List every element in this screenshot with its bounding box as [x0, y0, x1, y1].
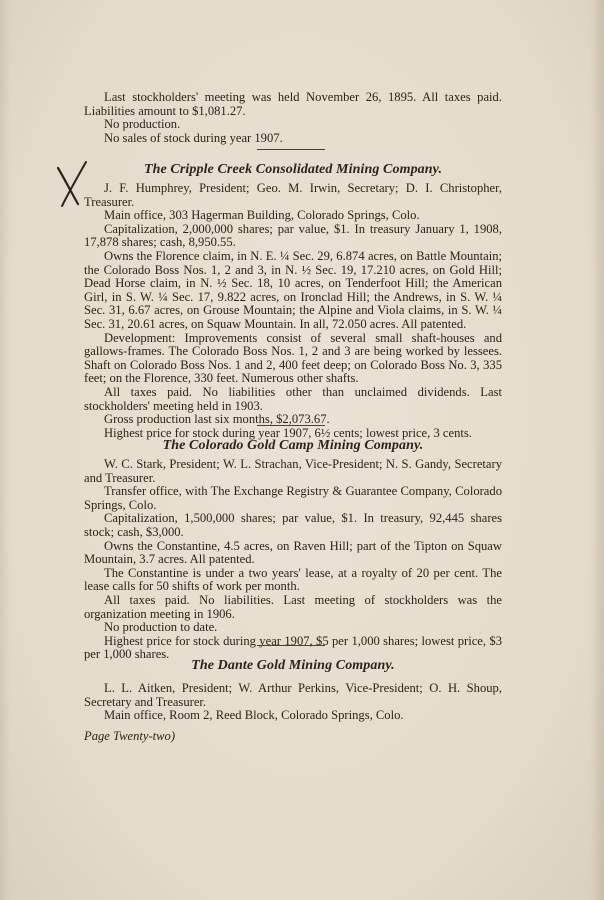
section-body — [84, 682, 502, 723]
paragraph: Owns the Florence claim, in N. E. ¼ Sec. 29, 6.874 acres, on Battle Mountain; the Colorado Boss Nos. 1, 2 and 3, in N. ½ Sec. 19, 17.210 acres, on Gold Hill; Dead Horse claim, in N. ½ Sec. 18, 10 acres, on Tenderfoot Hill; the American Girl, in S. W. ¼ Sec. 17, 9.822 acres, on Ironclad Hill; the Andrews, in S. W. ¼ Sec. 31, 6.67 acres, on Grouse Mountain; the Alpine and Viola claims, in S. W. ¼ Sec. 31, 20.61 acres, on Squaw Mountain. In all, 72.050 acres. All patented. — [84, 248, 502, 331]
paragraph: Transfer office, with The Exchange Registry & Guarantee Company, Colorado Springs, Colo. — [84, 484, 502, 512]
section-divider — [257, 149, 325, 150]
page-edge-shadow — [590, 0, 604, 900]
paragraph: The Constantine is under a two years' lease, at a royalty of 20 per cent. The lease calls for 50 shifts of work per month. — [84, 565, 502, 594]
paragraph: Capitalization, 2,000,000 shares; par value, $1. In treasury January 1, 1908, 17,878 shares; cash, 8,950.55. — [84, 221, 502, 250]
paragraph: W. C. Stark, President; W. L. Strachan, Vice-President; N. S. Gandy, Secretary and Treasurer. — [84, 457, 502, 485]
paragraph: Capitalization, 1,500,000 shares; par value, $1. In treasury, 92,445 shares stock; cash, $3,000. — [84, 511, 502, 539]
paragraph: Owns the Constantine, 4.5 acres, on Raven Hill; part of the Tipton on Squaw Mountain, 3.7 acres. All patented. — [84, 538, 502, 567]
paragraph: Last stockholders' meeting was held November 26, 1895. All taxes paid. Liabilities amount to $1,081.27. — [84, 90, 502, 118]
paragraph: All taxes paid. No liabilities other than unclaimed dividends. Last stockholders' meeting held in 1903. — [84, 384, 502, 413]
paragraph: No production. — [104, 117, 181, 132]
page-number: Page Twenty-two) — [84, 729, 176, 743]
intro-text — [84, 91, 502, 145]
section-body — [84, 182, 502, 440]
section-heading: The Cripple Creek Consolidated Mining Company. — [143, 162, 443, 177]
section-divider — [257, 425, 325, 426]
section-divider — [257, 645, 325, 646]
section-heading: The Colorado Gold Camp Mining Company. — [162, 438, 424, 453]
paragraph: Development: Improvements consist of several small shaft-houses and gallows-frames. The Colorado Boss Nos. 1, 2 and 3 are being worked by lessees. Shaft on Colorado Boss Nos. 1 and 2, 400 feet deep; on Colorado Boss No. 3, 335 feet; on the Florence, 330 feet. Numerous other shafts. — [84, 330, 502, 386]
section-heading: The Dante Gold Mining Company. — [191, 658, 395, 673]
paragraph: Main office, 303 Hagerman Building, Colorado Springs, Colo. — [104, 208, 420, 223]
paragraph: No sales of stock during year 1907. — [104, 130, 283, 145]
paragraph: Highest price for stock during year 1907, 6½ cents; lowest price, 3 cents. — [104, 425, 472, 440]
page-edge-shadow — [0, 0, 10, 900]
paragraph: Highest price for stock during year 1907, $5 per 1,000 shares; lowest price, $3 per 1,000 shares. — [84, 633, 502, 662]
paragraph: All taxes paid. No liabilities. Last meeting of stockholders was the organization meeting in 1906. — [84, 592, 502, 621]
paragraph: No production to date. — [104, 620, 218, 635]
paragraph: Main office, Room 2, Reed Block, Colorado Springs, Colo. — [104, 708, 404, 723]
section-body — [84, 458, 502, 662]
paragraph: J. F. Humphrey, President; Geo. M. Irwin, Secretary; D. I. Christopher, Treasurer. — [84, 181, 502, 209]
paragraph: Gross production last six months, $2,073.67. — [104, 412, 330, 427]
paragraph: L. L. Aitken, President; W. Arthur Perkins, Vice-President; O. H. Shoup, Secretary and Treasurer. — [84, 681, 502, 709]
